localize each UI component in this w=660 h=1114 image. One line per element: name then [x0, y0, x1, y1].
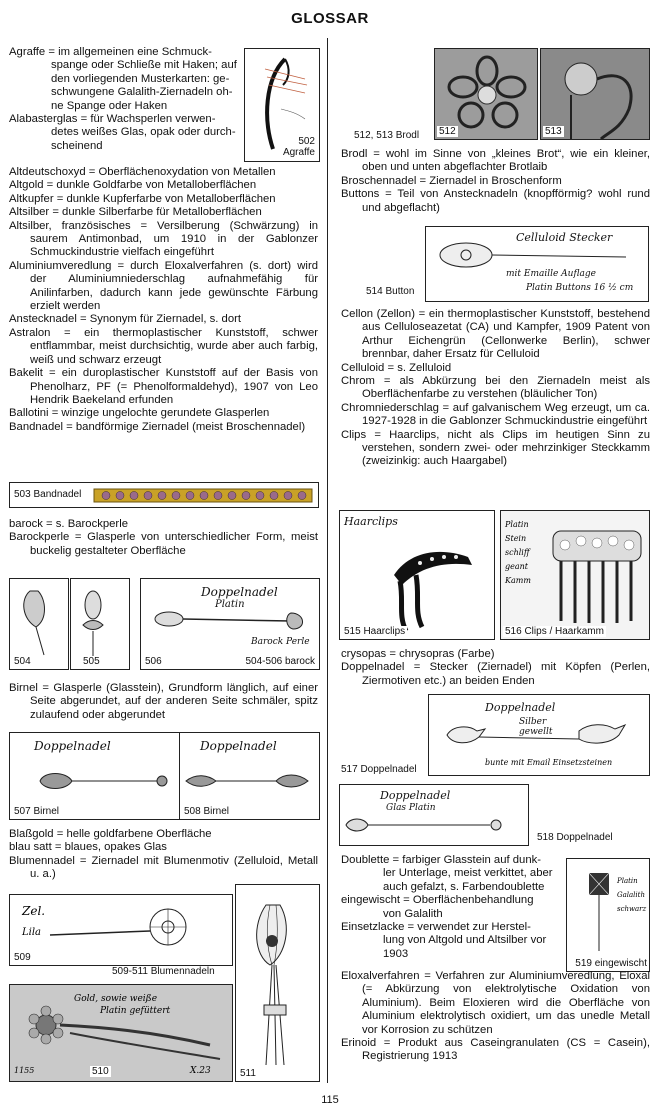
entry-line: Alabasterglas = für Wachsperlen verwen-: [9, 113, 216, 126]
entry-doppelnadel: Doppelnadel = Stecker (Ziernadel) mit Köpfen (Perlen, Ziermotiven etc.) an beiden Enden: [341, 661, 650, 687]
svg-text:Kamm: Kamm: [505, 576, 531, 585]
svg-text:schliff: schliff: [505, 548, 530, 557]
figure-511: [235, 884, 320, 1082]
entry-bandnadel: Bandnadel = bandförmige Ziernadel (meist Broschennadel): [9, 420, 306, 433]
entry-bakelit: Bakelit = ein duroplastischer Kunststoff auf der Basis von Phenolharz, PF (= Phenolformaldehyd), 1907 von Leo Hendrik Baekeland erfunden: [9, 367, 318, 406]
entry-doublette: [341, 854, 561, 894]
figure-caption: 512: [439, 126, 456, 137]
handwritten-label: Doppelnadel: [201, 585, 278, 599]
figure-caption: 516 Clips / Haarkamm: [505, 626, 604, 637]
entry-line: ler Unterlage, meist verkittet, aber: [383, 867, 553, 880]
figure-caption: 514 Button: [366, 286, 415, 297]
blumennadel-drawing: [236, 885, 319, 1081]
figure-caption: 504-506 barock: [245, 656, 315, 667]
figure-518-doppelnadel: [339, 784, 529, 846]
svg-text:Stein: Stein: [505, 534, 527, 543]
figure-504: [9, 578, 69, 670]
entry-crysopas: crysopas = chrysopras (Farbe): [341, 648, 495, 660]
left-block-2: [9, 166, 318, 434]
entry-barockperle: Barockperle = Glasperle von unterschiedlicher Form, meist buckelig gestalteter Oberfläche: [9, 531, 318, 557]
entry-chromniederschlag: Chromniederschlag = auf galvanischem Weg erzeugt, um ca. 1927-1928 in die Gablonzer Schmuckindustrie eingeführt: [341, 401, 650, 428]
entry-altkupfer: Altkupfer = dunkle Kupferfarbe von Metalloberflächen: [9, 192, 276, 205]
right-block-3: [341, 648, 650, 688]
svg-text:schwarz: schwarz: [617, 905, 647, 913]
figure-515-haarclips: [339, 510, 495, 640]
entry-line: auch gefalzt, s. Farbendoublette: [383, 880, 545, 893]
figure-516-clips: [500, 510, 650, 640]
entry-brodl: Brodl = wohl im Sinne von „kleines Brot“, wie ein kleiner, oben und unten abgeflachter Brotlaib: [341, 148, 650, 174]
figure-512-brodl: [434, 48, 538, 140]
entry-line: den vorliegenden Musterkarten: ge-: [51, 72, 230, 85]
handwritten-label: Doppelnadel: [34, 739, 111, 753]
entry-buttons: Buttons = Teil von Anstecknadeln (knopfförmig? wohl rund und abgeflacht): [341, 188, 650, 214]
figure-caption: 504: [14, 656, 31, 667]
figure-caption: 507 Birnel: [14, 806, 60, 817]
entry-line: spange oder Schließe mit Haken; auf: [51, 59, 237, 72]
handwritten-label: Doppelnadel: [380, 789, 451, 802]
entry-line: eingewischt = Oberflächenbehandlung: [341, 894, 534, 907]
right-block-2: [341, 308, 650, 469]
figure-513-brodl: [540, 48, 650, 140]
figure-caption: 506: [145, 656, 162, 667]
figure-505: [70, 578, 130, 670]
entry-line: Doublette = farbiger Glasstein auf dunk-: [341, 854, 542, 866]
right-block-1: [341, 148, 650, 215]
figure-caption: 518 Doppelnadel: [537, 832, 613, 843]
handwritten-label: Barock Perle: [251, 637, 310, 647]
svg-text:geant: geant: [505, 562, 528, 571]
entry-line: ne Spange oder Haken: [51, 99, 168, 112]
entry-line: von Galalith: [383, 907, 443, 920]
haarclips-drawing: [340, 511, 494, 639]
figure-caption: 515 Haarclips: [344, 626, 406, 637]
entry-einsetzlacke: [341, 921, 561, 961]
figure-509: [9, 894, 233, 966]
handwritten-label: Silber gewellt: [519, 717, 553, 737]
figure-506: [140, 578, 320, 670]
figure-caption: 511: [240, 1068, 256, 1079]
blumennadel-photo: [10, 985, 232, 1081]
entry-line: 1903: [383, 947, 409, 960]
left-block-3: [9, 518, 318, 558]
figure-503-bandnadel: [9, 482, 319, 508]
entry-cellon: Cellon (Zellon) = ein thermoplastischer Kunststoff, bestehend aus Celluloseazetat (CA) und Kampfer, 1909 Patent von Arthur Eichengrün (Cellonwerke Berlin), schwer brennbar, daher Ersatz für Celluloid: [341, 308, 650, 361]
entry-eloxalverfahren: Eloxalverfahren = Verfahren zur Aluminiumveredlung, Eloxal (= Abkürzung von elektrolytische Oxidation von Aluminium). Beim Eloxieren wird die Oberfläche von Aluminium elektrolytisch oxidiert, um das unedle Metall vor Korrosion zu schützen: [341, 970, 650, 1036]
entry-eingewischt: [341, 894, 561, 921]
left-block-5: [9, 828, 318, 882]
entry-line: scheinend: [51, 139, 103, 152]
entry-altsilber: Altsilber = dunkle Silberfarbe für Metalloberflächen: [9, 206, 262, 219]
figure-caption: 517 Doppelnadel: [341, 764, 417, 775]
figure-caption: 503 Bandnadel: [14, 489, 82, 500]
figure-caption: 512, 513 Brodl: [354, 130, 420, 141]
entry-aluminiumveredlung: Aluminiumveredlung = durch Eloxalverfahren (s. dort) wird der Aluminiumniederschlag aufnahmefähig für Anilinfarben, dadurch kann jede gewünschte Färbung erzielt werden: [9, 259, 318, 313]
svg-text:Platin gefüttert: Platin gefüttert: [100, 1006, 171, 1016]
svg-text:1155: 1155: [14, 1066, 35, 1075]
figure-caption: 508 Birnel: [184, 806, 230, 817]
svg-text:Galalith: Galalith: [617, 891, 645, 899]
page-title: GLOSSAR: [291, 10, 369, 27]
figure-caption: 513: [545, 126, 562, 137]
figure-caption: 519 eingewischt: [575, 958, 647, 969]
entry-line: schwungene Galalith-Ziernadeln oh-: [51, 86, 233, 99]
entry-line: Agraffe = im allgemeinen eine Schmuck-: [9, 46, 212, 58]
handwritten-label: Doppelnadel: [200, 739, 277, 753]
entry-birnel: Birnel = Glasperle (Glasstein), Grundform länglich, auf einer Seite abgerundet, auf der anderen Seite schmäler, spitz zulaufend oder abgerundet: [9, 682, 318, 721]
figure-caption: 502 Agraffe: [282, 136, 315, 158]
figure-510: [9, 984, 233, 1082]
figure-514-button: [425, 226, 649, 302]
handwritten-label: Glas Platin: [386, 803, 436, 813]
bandnadel-drawing: [10, 483, 318, 507]
vogel-doppelnadel-drawing: [429, 695, 649, 775]
blumennadel-drawing: [10, 895, 232, 965]
column-divider: [327, 38, 328, 1083]
svg-text:Platin: Platin: [617, 877, 638, 885]
entry-astralon: Astralon = ein thermoplastischer Kunststoff, schwer entflammbar, meist durchsichtig, wurde aber auch farbig, weiß und schwarz erzeugt: [9, 326, 318, 366]
entry-alabasterglas: [9, 113, 239, 153]
entry-line: lung von Altgold und Altsilber vor: [383, 934, 547, 947]
svg-text:Platin: Platin: [505, 520, 529, 529]
entry-ballotini: Ballotini = winzige ungelochte gerundete Glasperlen: [9, 407, 270, 420]
eingewischt-pin-drawing: [567, 859, 649, 971]
entry-chrom: Chrom = als Abkürzung bei den Ziernadeln meist als Oberflächenfarbe zu verstehen (bläulicher Ton): [341, 375, 650, 401]
entry-altsilber-franzoesisches: Altsilber, französisches = Versilberung (Schwärzung) in saurem Antimonbad, um 1910 in der Gablonzer Schmuckindustrie vielfach eingeführt: [9, 219, 318, 259]
svg-text:Gold, sowie weiße: Gold, sowie weiße: [74, 994, 158, 1004]
figure-caption: 509: [14, 952, 31, 963]
entry-broschennadel: Broschennadel = Ziernadel in Broschenform: [341, 174, 562, 187]
entry-celluloid: Celluloid = s. Zelluloid: [341, 361, 452, 374]
entry-line: Einsetzlacke = verwendet zur Herstel-: [341, 921, 531, 934]
handwritten-label: Celluloid Stecker: [516, 231, 613, 244]
entry-line: detes weißes Glas, opak oder durch-: [51, 126, 236, 139]
entry-anstecknadel: Anstecknadel = Synonym für Ziernadel, s. dort: [9, 313, 242, 326]
handwritten-label: Platin Buttons 16 ½ cm: [526, 283, 634, 293]
handwritten-label: mit Emaille Auflage: [506, 269, 596, 279]
figure-caption: 509-511 Blumennadeln: [112, 966, 215, 977]
figure-502-agraffe: [244, 48, 320, 162]
left-block-1: [9, 46, 239, 153]
handwritten-label: Doppelnadel: [485, 701, 556, 714]
doppelnadel-drawing: [340, 785, 528, 845]
handwritten-label: Haarclips: [344, 515, 398, 528]
entry-altdeutschoxyd: Altdeutschoxyd = Oberflächenoxydation von Metallen: [9, 166, 276, 178]
page-number: 115: [321, 1094, 339, 1106]
figure-517-doppelnadel: [428, 694, 650, 776]
figure-508-birnel: [179, 732, 320, 820]
entry-blassgold: Blaßgold = helle goldfarbene Oberfläche: [9, 828, 212, 840]
entry-erinoid: Erinoid = Produkt aus Caseingranulaten (CS = Casein), Registrierung 1913: [341, 1037, 650, 1063]
handwritten-label: Platin: [215, 599, 245, 610]
svg-text:Lila: Lila: [22, 927, 41, 938]
entry-agraffe: [9, 46, 239, 113]
entry-blau-satt: blau satt = blaues, opakes Glas: [9, 841, 167, 854]
figure-507-birnel: [9, 732, 181, 820]
entry-blumennadel: Blumennadel = Ziernadel mit Blumenmotiv (Zelluloid, Metall u. a.): [9, 854, 318, 881]
entry-barock: barock = s. Barockperle: [9, 518, 128, 530]
right-block-4a: [341, 854, 561, 961]
left-block-4: [9, 682, 318, 722]
entry-clips: Clips = Haarclips, nicht als Clips im heutigen Sinn zu verstehen, sondern zwei- oder mehrzinkiger Steckkamm (zweizinkig: auch Haargabel): [341, 428, 650, 468]
figure-caption: 510: [92, 1066, 109, 1077]
haarkamm-drawing: [501, 511, 649, 639]
right-block-4b: [341, 970, 650, 1064]
svg-text:X.23: X.23: [190, 1066, 211, 1076]
svg-text:bunte mit Email Einsetzsteinen: bunte mit Email Einsetzsteinen: [485, 758, 613, 767]
figure-caption: 505: [83, 656, 100, 667]
svg-text:Zel.: Zel.: [22, 904, 46, 918]
figure-519-eingewischt: [566, 858, 650, 972]
entry-altgold: Altgold = dunkle Goldfarbe von Metalloberflächen: [9, 179, 257, 192]
